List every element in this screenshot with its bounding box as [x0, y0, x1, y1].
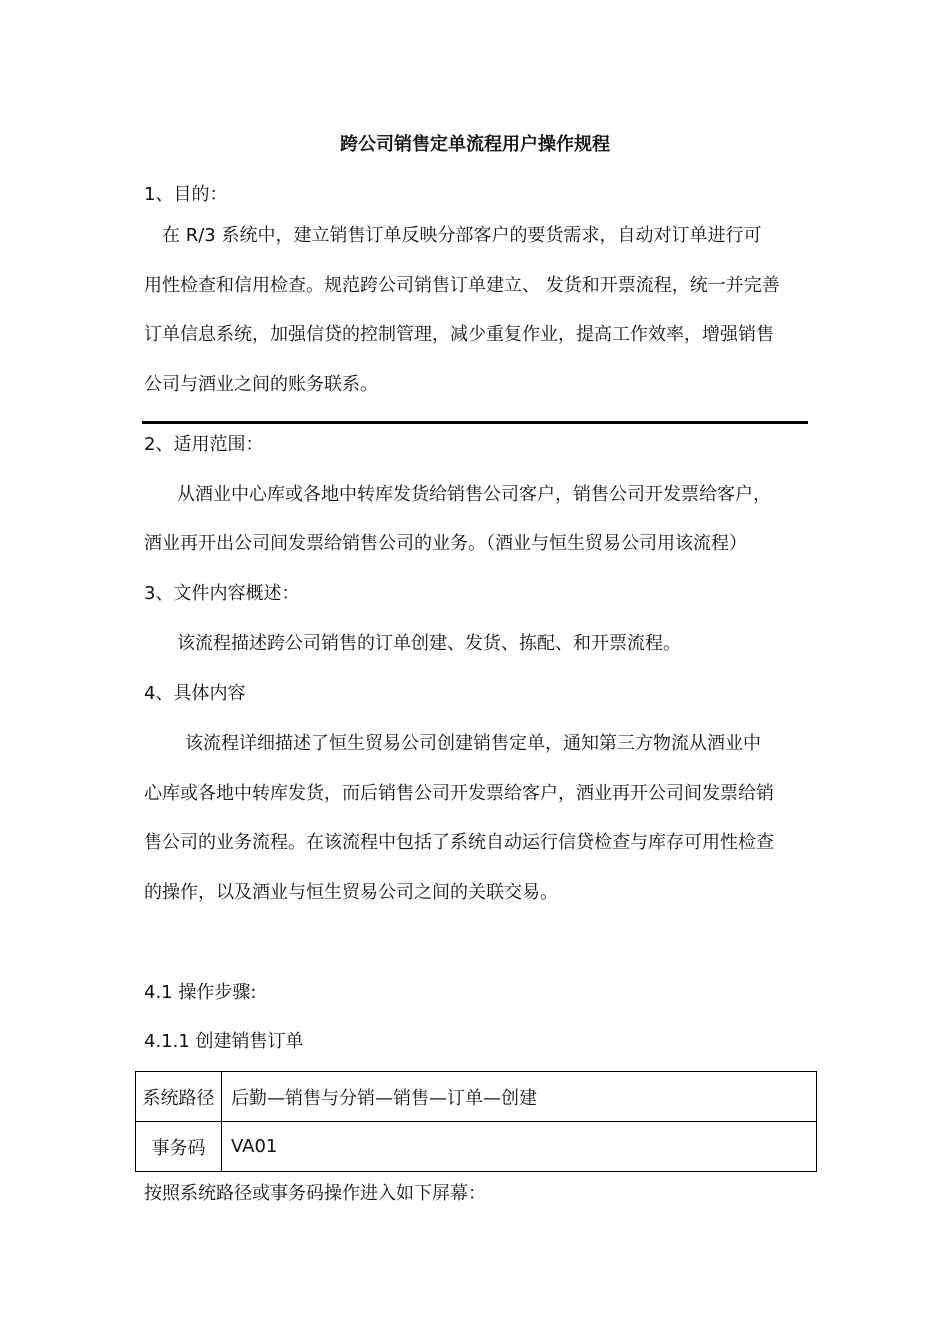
section-1-line: 在 R/3 系统中，建立销售订单反映分部客户的要货需求，自动对订单进行可 [162, 225, 762, 246]
table-cell-label: 事务码 [136, 1122, 222, 1172]
section-2-line: 酒业再开出公司间发票给销售公司的业务。（酒业与恒生贸易公司用该流程） [144, 533, 747, 554]
section-4-line: 该流程详细描述了恒生贸易公司创建销售定单，通知第三方物流从酒业中 [185, 733, 761, 754]
table-cell-value: 后勤—销售与分销—销售—订单—创建 [222, 1072, 817, 1122]
section-1-line: 公司与酒业之间的账务联系。 [144, 374, 378, 395]
footer-instruction: 按照系统路径或事务码操作进入如下屏幕： [144, 1183, 486, 1204]
section-4-line: 售公司的业务流程。在该流程中包括了系统自动运行信贷检查与库存可用性检查 [144, 832, 774, 853]
section-3-heading: 3、文件内容概述： [144, 583, 300, 604]
transaction-table [135, 1071, 817, 1172]
section-1-line: 订单信息系统，加强信贷的控制管理，减少重复作业，提高工作效率，增强销售 [144, 324, 774, 345]
steps-heading: 4.1 操作步骤: [144, 982, 257, 1003]
document-title: 跨公司销售定单流程用户操作规程 [340, 134, 610, 155]
section-4-line: 的操作，以及酒业与恒生贸易公司之间的关联交易。 [144, 882, 558, 903]
section-2-heading: 2、适用范围： [144, 434, 264, 455]
table-cell-label: 系统路径 [136, 1072, 222, 1122]
section-2-line: 从酒业中心库或各地中转库发货给销售公司客户，销售公司开发票给客户， [177, 484, 771, 505]
section-4-line: 心库或各地中转库发货，而后销售公司开发票给客户，酒业再开公司间发票给销 [144, 783, 774, 804]
section-3-line: 该流程描述跨公司销售的订单创建、发货、拣配、和开票流程。 [177, 633, 681, 654]
section-1-line: 用性检查和信用检查。规范跨公司销售订单建立、 发货和开票流程，统一并完善 [144, 275, 780, 296]
table-row [136, 1122, 817, 1172]
section-4-heading: 4、具体内容 [144, 683, 246, 704]
section-1-heading: 1、目的： [144, 184, 228, 205]
substep-heading: 4.1.1 创建销售订单 [144, 1031, 304, 1052]
table-row [136, 1072, 817, 1122]
horizontal-divider [142, 421, 808, 424]
table-cell-value: VA01 [222, 1122, 817, 1172]
